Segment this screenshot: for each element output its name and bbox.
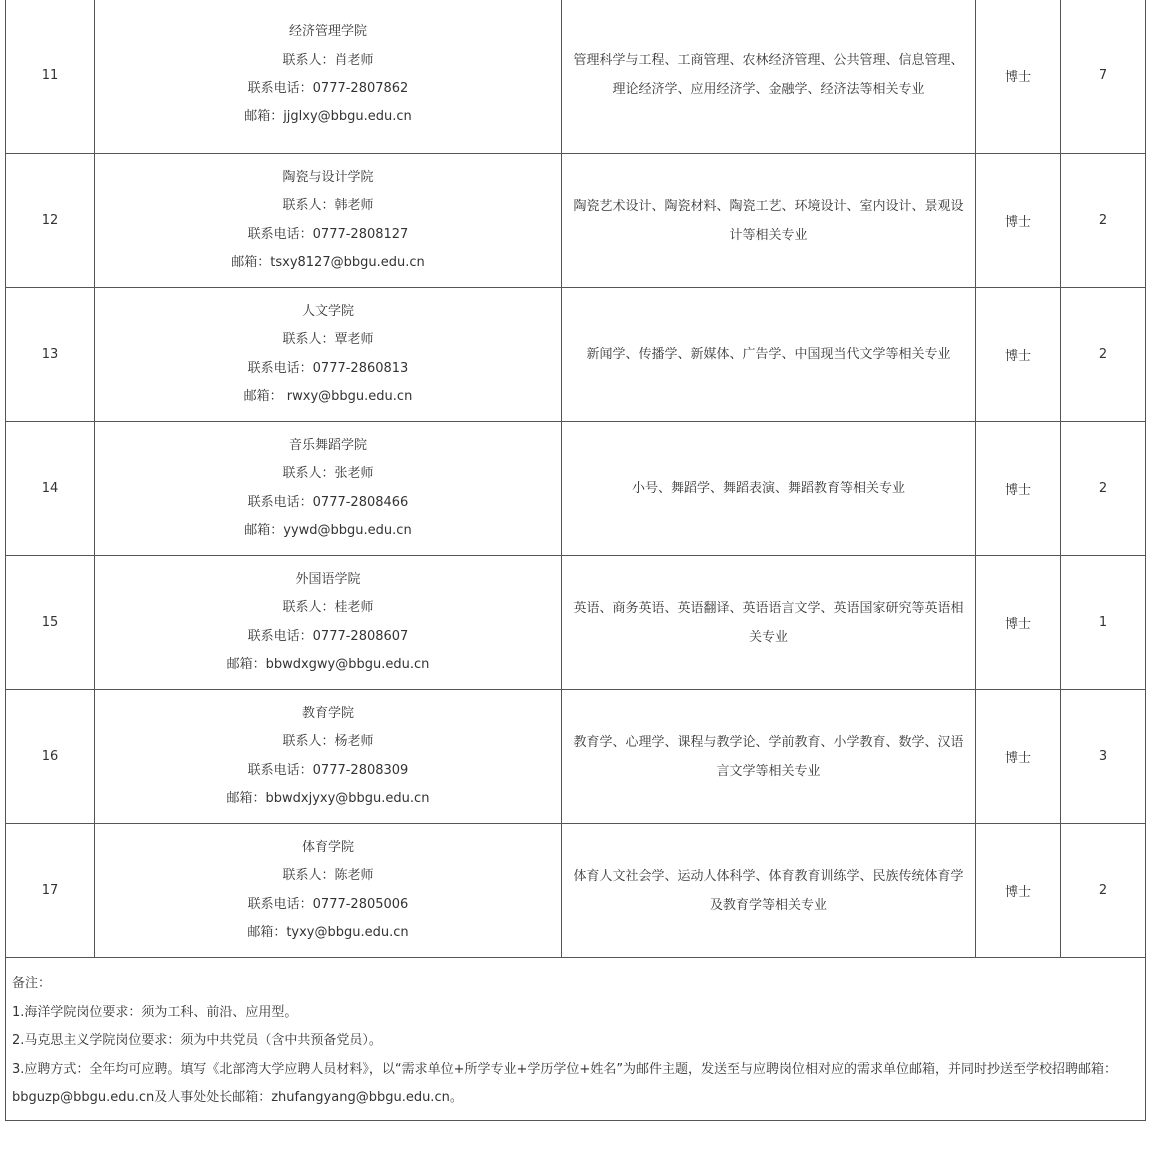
unit-phone: 联系电话：0777-2808607 [247,628,409,644]
unit-cell [95,0,562,154]
unit-contact: 联系人：肖老师 [282,52,374,68]
major-cell [562,0,976,154]
count-cell: 2 [1061,288,1146,422]
unit-phone: 联系电话：0777-2807862 [247,81,409,96]
count-cell: 7 [1061,0,1146,154]
unit-cell [95,288,562,422]
degree-cell: 博士 [976,0,1061,154]
unit-contact: 联系人：韩老师 [282,198,374,214]
unit-email: 邮箱：yywd@bbgu.edu.cn [244,522,412,538]
unit-phone: 联系电话：0777-2808309 [247,762,409,778]
degree-cell: 博士 [976,422,1061,556]
row-index: 14 [6,422,95,556]
notes-row [6,958,1146,1121]
unit-email: 邮箱：tyxy@bbgu.edu.cn [247,924,409,940]
row-index: 16 [6,690,95,824]
unit-cell [95,154,562,288]
unit-phone: 联系电话：0777-2805006 [247,896,409,912]
recruitment-table [5,0,1146,1121]
note-item: 3.应聘方式：全年均可应聘。填写《北部湾大学应聘人员材料》，以“需求单位+所学专业+学历学位+姓名”为邮件主题，发送至与应聘岗位相对应的需求单位邮箱，并同时抄送至学校招聘邮箱：bbguzp@bbgu.edu.cn及人事处处长邮箱：zhufangyang@bbgu.edu.cn。 [12,1061,1118,1105]
major-cell [562,824,976,958]
degree-cell: 博士 [976,824,1061,958]
row-index: 15 [6,556,95,690]
major-text: 陶瓷艺术设计、陶瓷材料、陶瓷工艺、环境设计、室内设计、景观设计等相关专业 [573,198,964,243]
unit-contact: 联系人：桂老师 [282,600,374,616]
unit-email: 邮箱： rwxy@bbgu.edu.cn [243,388,413,404]
major-cell [562,288,976,422]
note-item: 1.海洋学院岗位要求：须为工科、前沿、应用型。 [12,1004,298,1020]
unit-name: 陶瓷与设计学院 [282,169,374,185]
unit-cell [95,690,562,824]
major-cell [562,556,976,690]
unit-email: 邮箱：bbwdxjyxy@bbgu.edu.cn [226,790,430,806]
notes-title: 备注： [12,976,52,991]
unit-contact: 联系人：张老师 [282,466,374,482]
row-index: 17 [6,824,95,958]
unit-name: 教育学院 [301,705,354,721]
note-item: 2.马克思主义学院岗位要求：须为中共党员（含中共预备党员）。 [12,1033,382,1048]
count-cell: 2 [1061,824,1146,958]
notes-cell [6,958,1146,1121]
unit-name: 经济管理学院 [288,24,367,40]
table-row [6,690,1146,824]
unit-contact: 联系人：陈老师 [282,868,374,884]
unit-name: 音乐舞蹈学院 [288,437,367,453]
count-cell: 2 [1061,422,1146,556]
count-cell: 3 [1061,690,1146,824]
major-text: 管理科学与工程、工商管理、农林经济管理、公共管理、信息管理、理论经济学、应用经济学、金融学、经济法等相关专业 [573,53,964,97]
count-cell: 2 [1061,154,1146,288]
table-row [6,288,1146,422]
notes-block [6,958,1145,1113]
degree-cell: 博士 [976,288,1061,422]
row-index: 13 [6,288,95,422]
unit-phone: 联系电话：0777-2808127 [247,226,409,242]
unit-name: 人文学院 [301,303,354,319]
major-text: 体育人文社会学、运动人体科学、体育教育训练学、民族传统体育学及教育学等相关专业 [573,868,964,913]
unit-cell [95,556,562,690]
major-cell [562,154,976,288]
major-text: 新闻学、传播学、新媒体、广告学、中国现当代文学等相关专业 [586,347,951,362]
major-cell [562,690,976,824]
unit-name: 体育学院 [301,839,354,855]
unit-name: 外国语学院 [295,571,361,587]
table-row [6,154,1146,288]
major-text: 教育学、心理学、课程与教学论、学前教育、小学教育、数学、汉语言文学等相关专业 [573,734,964,779]
unit-email: 邮箱：tsxy8127@bbgu.edu.cn [231,254,425,270]
unit-cell [95,824,562,958]
degree-cell: 博士 [976,690,1061,824]
degree-cell: 博士 [976,154,1061,288]
unit-phone: 联系电话：0777-2808466 [247,494,409,510]
unit-email: 邮箱：bbwdxgwy@bbgu.edu.cn [226,656,430,672]
major-text: 小号、舞蹈学、舞蹈表演、舞蹈教育等相关专业 [631,481,905,496]
table-row [6,422,1146,556]
unit-phone: 联系电话：0777-2860813 [247,360,409,376]
table-row [6,824,1146,958]
table-row [6,0,1146,154]
row-index: 11 [6,0,95,154]
major-text: 英语、商务英语、英语翻译、英语语言文学、英语国家研究等英语相关专业 [573,600,964,645]
unit-contact: 联系人：杨老师 [282,734,374,750]
unit-contact: 联系人：覃老师 [282,332,374,348]
table-row [6,556,1146,690]
row-index: 12 [6,154,95,288]
degree-cell: 博士 [976,556,1061,690]
major-cell [562,422,976,556]
count-cell: 1 [1061,556,1146,690]
unit-email: 邮箱：jjglxy@bbgu.edu.cn [244,109,412,125]
unit-cell [95,422,562,556]
